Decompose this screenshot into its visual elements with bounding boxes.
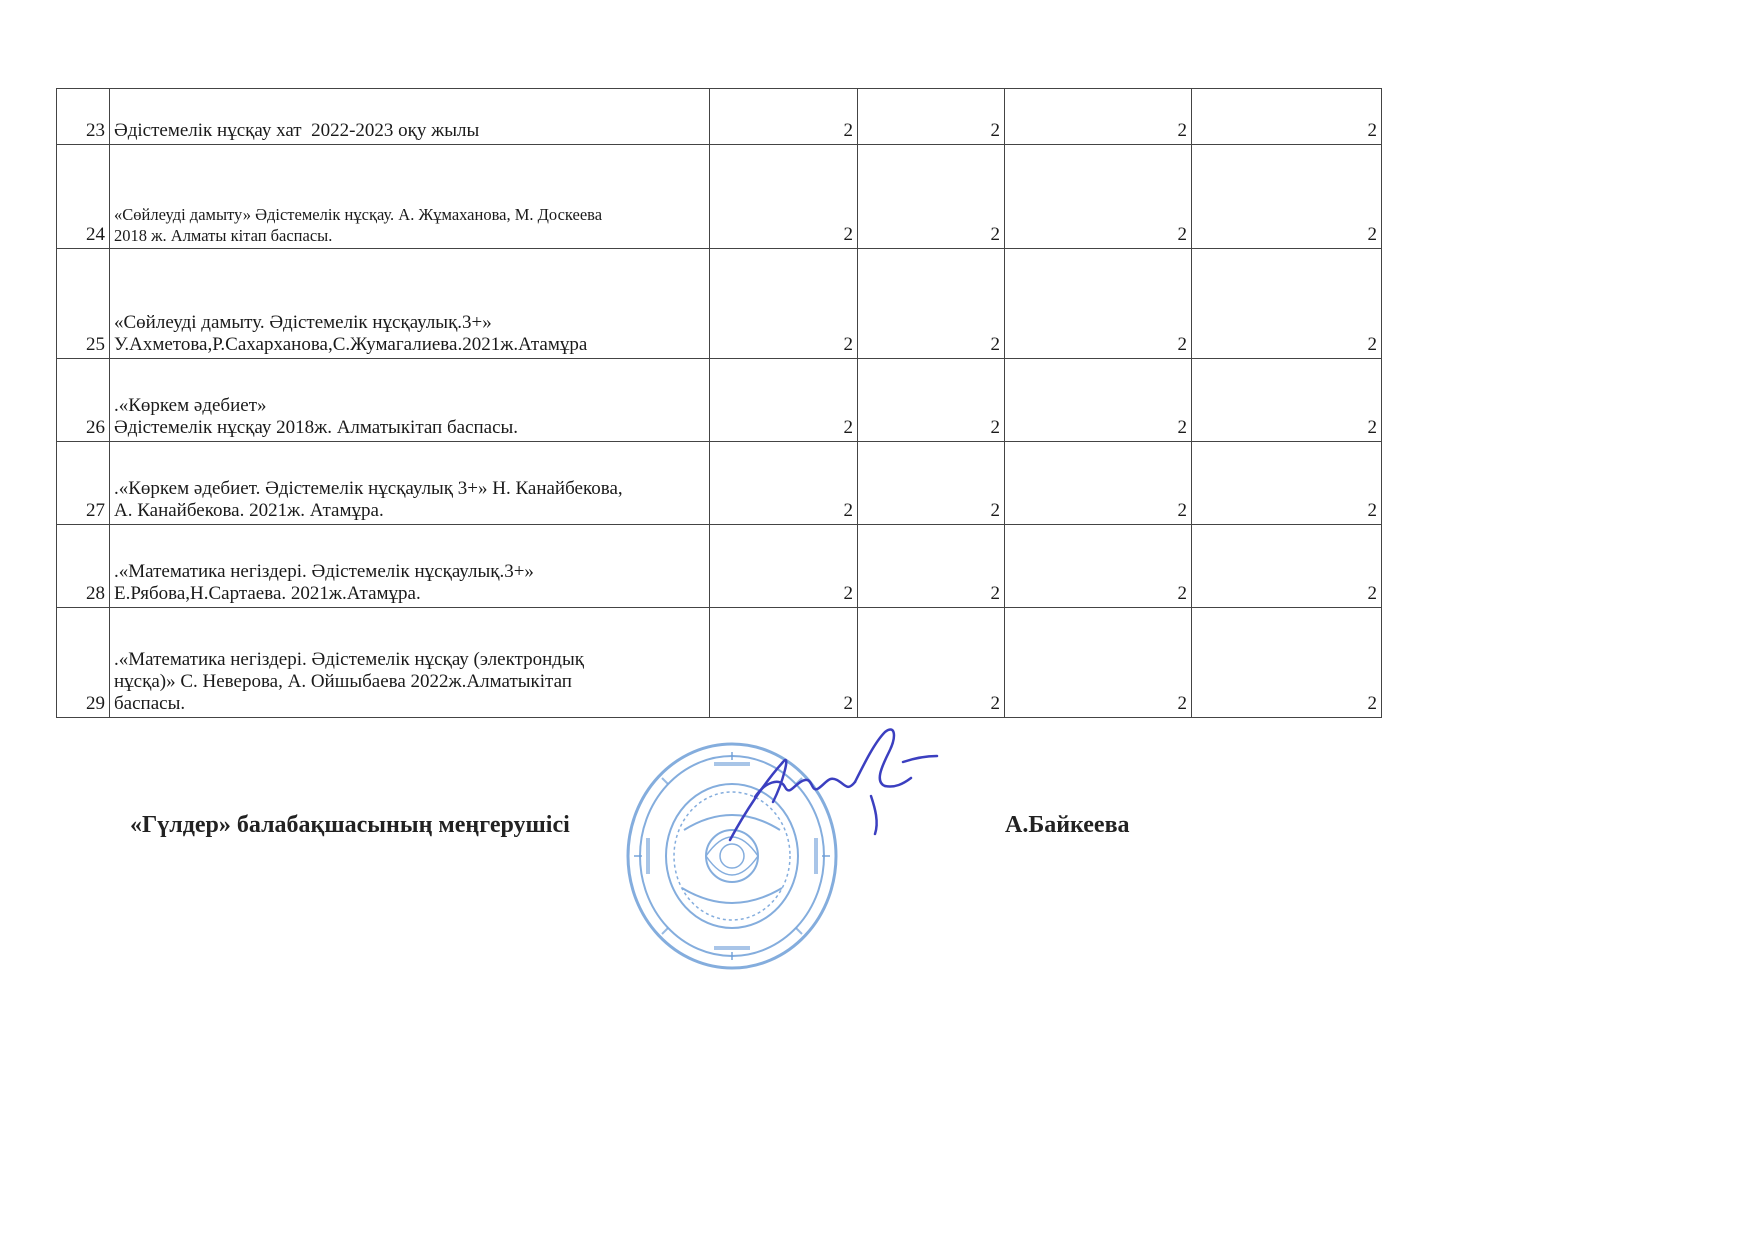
signature-icon — [725, 722, 940, 862]
quantity-cell: 2 — [858, 359, 1005, 442]
quantity-cell: 2 — [1192, 608, 1382, 718]
position-label: «Гүлдер» балабақшасының меңгерушісі — [130, 812, 570, 838]
quantity-cell: 2 — [1005, 359, 1192, 442]
row-number: 28 — [57, 525, 110, 608]
quantity-cell: 2 — [1005, 145, 1192, 249]
quantity-cell: 2 — [710, 89, 858, 145]
quantity-cell: 2 — [710, 525, 858, 608]
book-title: .«Математика негіздері. Әдістемелік нұсқау (электрондық нұсқа)» С. Неверова, А. Ойшыбаева 2022ж.Алматыкітап баспасы. — [110, 608, 710, 718]
quantity-cell: 2 — [710, 359, 858, 442]
quantity-cell: 2 — [858, 145, 1005, 249]
quantity-cell: 2 — [1005, 89, 1192, 145]
quantity-cell: 2 — [1192, 442, 1382, 525]
table-body — [57, 89, 1382, 718]
row-number: 24 — [57, 145, 110, 249]
row-number: 23 — [57, 89, 110, 145]
quantity-cell: 2 — [1192, 359, 1382, 442]
quantity-cell: 2 — [1192, 249, 1382, 359]
book-title: «Сөйлеуді дамыту» Әдістемелік нұсқау. А. Жұмаханова, М. Доскеева 2018 ж. Алматы кітап баспасы. — [110, 145, 710, 249]
table-row — [57, 359, 1382, 442]
book-title: .«Көркем әдебиет. Әдістемелік нұсқаулық 3+» Н. Канайбекова, А. Канайбекова. 2021ж. Атамұра. — [110, 442, 710, 525]
quantity-cell: 2 — [1005, 608, 1192, 718]
quantity-cell: 2 — [1192, 89, 1382, 145]
quantity-cell: 2 — [710, 145, 858, 249]
quantity-cell: 2 — [710, 249, 858, 359]
quantity-cell: 2 — [858, 89, 1005, 145]
quantity-cell: 2 — [710, 608, 858, 718]
quantity-cell: 2 — [858, 525, 1005, 608]
book-title: Әдістемелік нұсқау хат 2022-2023 оқу жылы — [110, 89, 710, 145]
signer-name: А.Байкеева — [1005, 812, 1130, 838]
quantity-cell: 2 — [1005, 525, 1192, 608]
row-number: 26 — [57, 359, 110, 442]
quantity-cell: 2 — [1005, 249, 1192, 359]
book-title: .«Көркем әдебиет» Әдістемелік нұсқау 2018ж. Алматыкітап баспасы. — [110, 359, 710, 442]
table-row — [57, 442, 1382, 525]
quantity-cell: 2 — [858, 442, 1005, 525]
row-number: 29 — [57, 608, 110, 718]
quantity-cell: 2 — [858, 608, 1005, 718]
book-title: «Сөйлеуді дамыту. Әдістемелік нұсқаулық.3+» У.Ахметова,Р.Сахарханова,С.Жумагалиева.2021ж.Атамұра — [110, 249, 710, 359]
table-row — [57, 249, 1382, 359]
quantity-cell: 2 — [710, 442, 858, 525]
quantity-cell: 2 — [1005, 442, 1192, 525]
table-row — [57, 145, 1382, 249]
book-title: .«Математика негіздері. Әдістемелік нұсқаулық.3+» Е.Рябова,Н.Сартаева. 2021ж.Атамұра. — [110, 525, 710, 608]
row-number: 27 — [57, 442, 110, 525]
quantity-cell: 2 — [1192, 525, 1382, 608]
quantity-cell: 2 — [1192, 145, 1382, 249]
table-row — [57, 525, 1382, 608]
table-row — [57, 608, 1382, 718]
quantity-cell: 2 — [858, 249, 1005, 359]
methodical-literature-table — [56, 88, 1382, 718]
row-number: 25 — [57, 249, 110, 359]
table-row — [57, 89, 1382, 145]
